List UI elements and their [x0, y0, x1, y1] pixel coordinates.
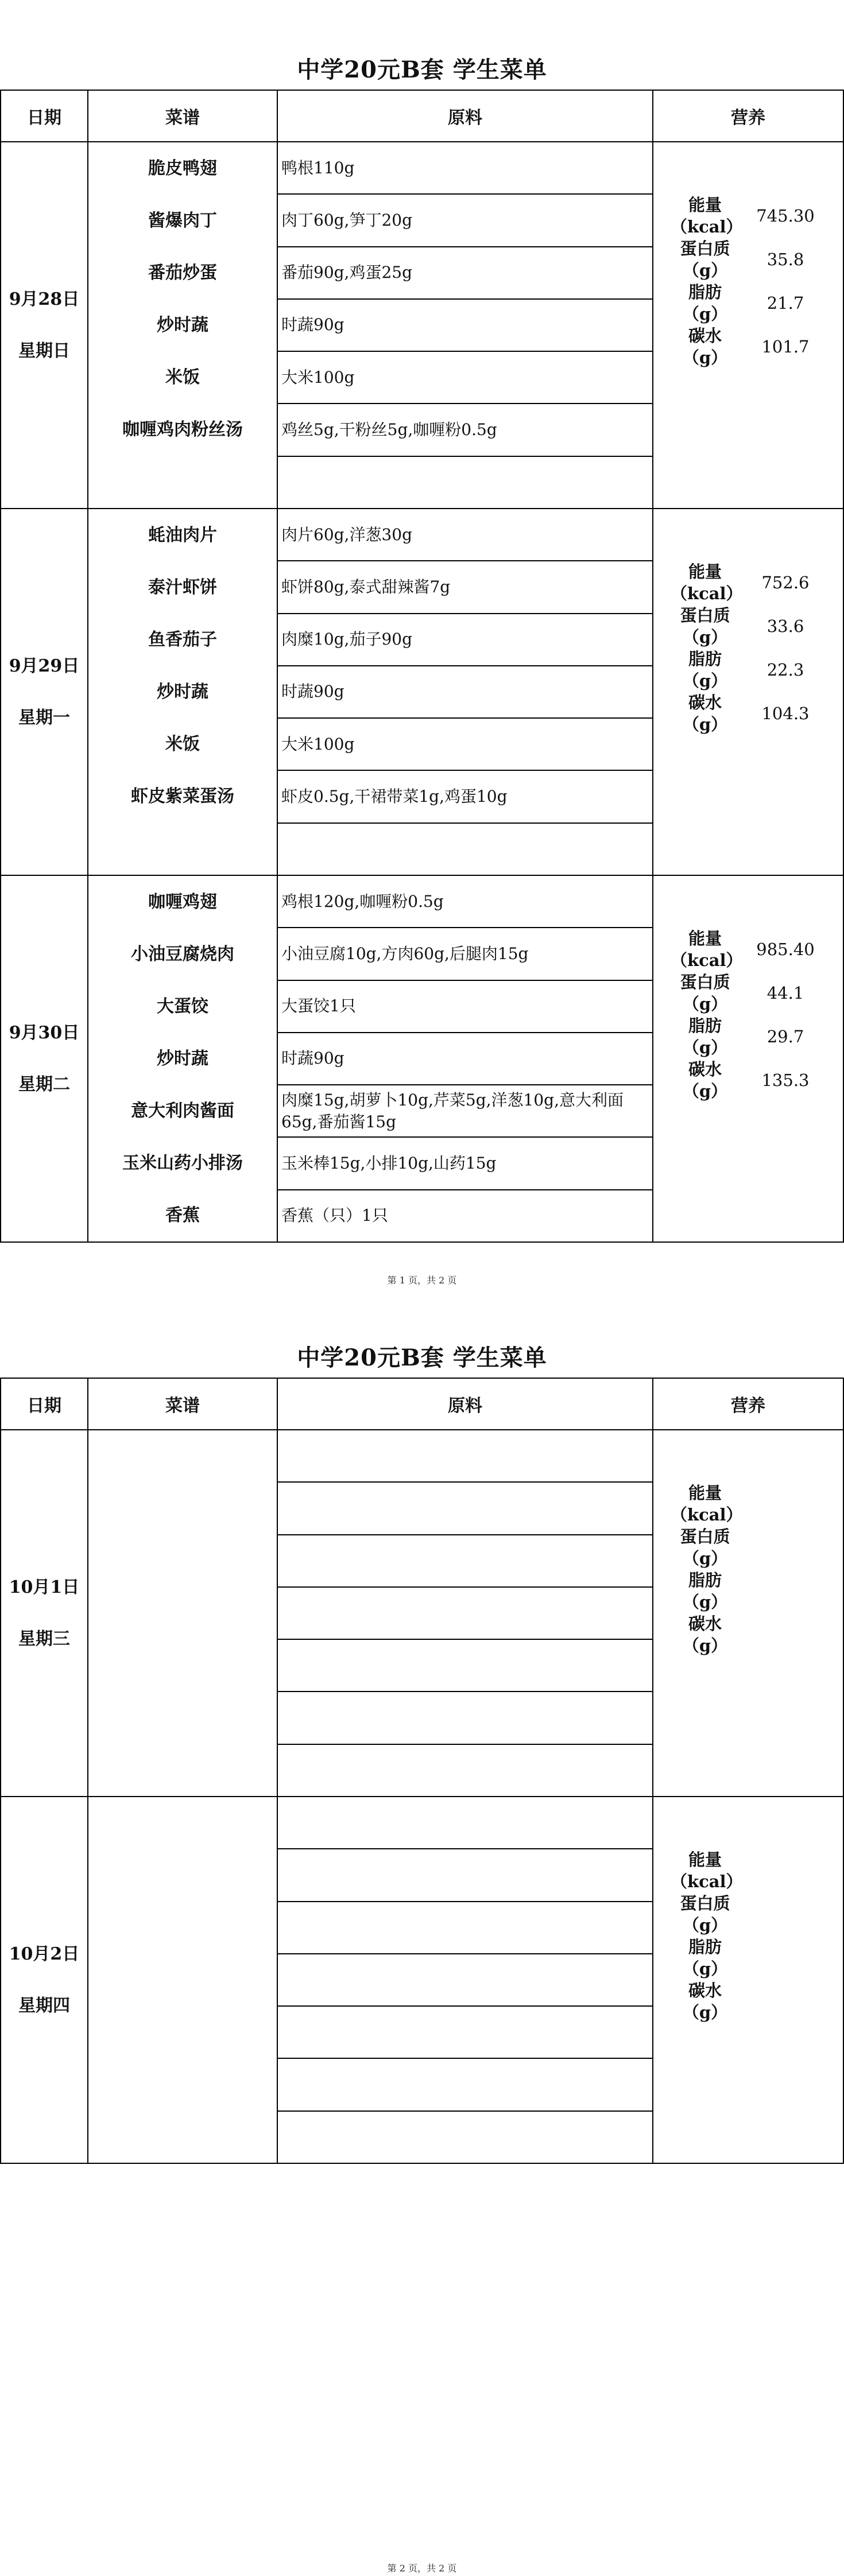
nutrition-label-name: 能量 — [688, 1483, 722, 1503]
weekday-label: 星期一 — [18, 707, 70, 728]
nutrition-value-fat — [751, 1569, 820, 1613]
ingredient-cell — [277, 823, 653, 875]
nutrition-grid — [671, 561, 843, 735]
ingredient-cell — [277, 2006, 653, 2058]
nutrition-label-unit: （g） — [682, 1081, 728, 1101]
dish-name — [88, 1535, 277, 1587]
ingredient-cell — [277, 1744, 653, 1797]
nutrition-label-unit: （g） — [682, 1592, 728, 1612]
ingredient-cell — [277, 456, 653, 509]
dish-name: 咖喱鸡肉粉丝汤 — [122, 420, 243, 440]
dish-name: 炒时蔬 — [157, 682, 208, 702]
date-label: 10月2日 — [9, 1943, 80, 1964]
ingredient-cell: 小油豆腐10g,方肉60g,后腿肉15g — [277, 928, 653, 980]
nutrition-label-energy — [671, 561, 743, 604]
nutrition-label-unit: （g） — [682, 348, 728, 367]
nutrition-label-unit: （g） — [682, 304, 728, 324]
nutrition-label-unit: （g） — [682, 715, 728, 734]
nutrition-label-energy — [671, 194, 743, 238]
dish-name — [88, 2111, 277, 2163]
nutrition-value-carbs: 101.7 — [761, 337, 810, 356]
nutrition-label-fat — [671, 1015, 740, 1058]
date-label: 10月1日 — [9, 1577, 80, 1597]
dish-cell — [88, 1797, 277, 2163]
dish-name: 炒时蔬 — [157, 1049, 208, 1069]
table-row — [1, 509, 843, 561]
dish-name: 炒时蔬 — [157, 315, 208, 335]
dish-cell — [88, 509, 277, 875]
nutrition-label-unit: （kcal） — [671, 1505, 743, 1524]
nutrition-label-name: 蛋白质 — [680, 606, 730, 625]
dish-list — [88, 1430, 277, 1796]
date-cell — [1, 1430, 88, 1797]
nutrition-value-protein — [751, 1892, 820, 1936]
nutrition-label-name: 碳水 — [688, 1981, 722, 2000]
nutrition-label-unit: （g） — [682, 1549, 728, 1568]
nutrition-value-carbs: 135.3 — [761, 1070, 810, 1090]
column-header-date: 日期 — [1, 1378, 88, 1430]
date-cell — [1, 875, 88, 1242]
nutrition-value-carbs — [751, 1980, 820, 2023]
nutrition-value-protein: 33.6 — [766, 616, 804, 636]
nutrition-label-fat — [671, 281, 740, 325]
nutrition-label-unit: （g） — [682, 1636, 728, 1655]
nutrition-value-fat — [751, 1936, 820, 1980]
nutrition-label-unit: （g） — [682, 2003, 728, 2022]
ingredient-cell — [277, 1692, 653, 1744]
ingredient-cell: 鸡丝5g,干粉丝5g,咖喱粉0.5g — [277, 404, 653, 456]
nutrition-label-unit: （g） — [682, 1915, 728, 1935]
date-label: 9月29日 — [9, 655, 80, 676]
ingredient-cell — [277, 2111, 653, 2163]
ingredient-cell: 大米100g — [277, 718, 653, 770]
nutrition-label-unit: （g） — [682, 261, 728, 280]
nutrition-label-fat — [671, 1569, 740, 1613]
nutrition-value-fat: 22.3 — [766, 660, 804, 680]
nutrition-value-fat: 21.7 — [766, 293, 804, 313]
dish-name: 蚝油肉片 — [148, 525, 217, 545]
weekday-label: 星期三 — [18, 1628, 70, 1649]
nutrition-label-name: 能量 — [688, 195, 722, 215]
nutrition-label-name: 碳水 — [688, 1060, 722, 1079]
page-footer: 第 1 页，共 2 页 — [387, 1275, 457, 1286]
nutrition-label-name: 碳水 — [688, 693, 722, 712]
nutrition-label-unit: （kcal） — [671, 1872, 743, 1891]
ingredient-cell: 番茄90g,鸡蛋25g — [277, 247, 653, 299]
ingredient-cell: 肉糜15g,胡萝卜10g,芹菜5g,洋葱10g,意大利面65g,番茄酱15g — [277, 1085, 653, 1137]
table-row — [1, 875, 843, 928]
nutrition-label-carbs — [671, 1613, 740, 1656]
nutrition-label-carbs — [671, 692, 740, 735]
dish-name: 香蕉 — [165, 1205, 200, 1225]
nutrition-label-unit: （g） — [682, 1038, 728, 1057]
nutrition-label-protein — [671, 1892, 740, 1936]
nutrition-label-name: 脂肪 — [688, 1937, 722, 1957]
dish-name — [88, 1849, 277, 1902]
dish-name: 番茄炒蛋 — [148, 263, 217, 283]
dish-name — [88, 2058, 277, 2111]
nutrition-grid — [671, 194, 843, 368]
nutrition-grid — [671, 1849, 843, 2023]
nutrition-value-energy: 745.30 — [756, 206, 815, 226]
dish-name — [88, 1692, 277, 1744]
nutrition-label-energy — [671, 1482, 743, 1526]
date-label: 9月28日 — [9, 289, 80, 309]
nutrition-value-carbs — [751, 1613, 820, 1656]
ingredient-cell: 玉米棒15g,小排10g,山药15g — [277, 1137, 653, 1189]
dish-list — [88, 1797, 277, 2163]
menu-table — [0, 90, 844, 1243]
table-row — [1, 142, 843, 194]
nutrition-label-protein — [671, 1526, 740, 1569]
menu-table — [0, 1378, 844, 2164]
nutrition-value-protein — [751, 1526, 820, 1569]
page-title: 中学20元B套 学生菜单 — [297, 56, 547, 83]
dish-name — [88, 456, 277, 508]
ingredient-cell: 肉片60g,洋葱30g — [277, 509, 653, 561]
nutrition-value-fat: 29.7 — [766, 1027, 804, 1046]
nutrition-label-fat — [671, 648, 740, 692]
page-title: 中学20元B套 学生菜单 — [297, 1344, 547, 1371]
nutrition-label-name: 蛋白质 — [680, 972, 730, 992]
date-cell — [1, 142, 88, 509]
dish-name — [88, 1954, 277, 2006]
ingredient-cell: 鸭根110g — [277, 142, 653, 194]
nutrition-value-energy: 752.6 — [761, 573, 810, 592]
dish-name — [88, 1902, 277, 1954]
nutrition-label-name: 能量 — [688, 929, 722, 948]
dish-name — [88, 1483, 277, 1535]
dish-name — [88, 1744, 277, 1796]
ingredient-cell: 大米100g — [277, 351, 653, 404]
dish-name: 酱爆肉丁 — [148, 211, 217, 231]
date-cell — [1, 509, 88, 875]
ingredient-cell — [277, 1482, 653, 1534]
ingredient-cell — [277, 1954, 653, 2006]
nutrition-cell — [653, 509, 843, 875]
ingredient-cell: 时蔬90g — [277, 666, 653, 718]
ingredient-cell — [277, 1639, 653, 1692]
ingredient-cell — [277, 2058, 653, 2111]
ingredient-cell: 时蔬90g — [277, 299, 653, 351]
ingredient-cell — [277, 1430, 653, 1482]
ingredient-cell: 虾饼80g,泰式甜辣酱7g — [277, 561, 653, 613]
nutrition-label-name: 能量 — [688, 562, 722, 581]
dish-name: 米饭 — [165, 734, 200, 754]
ingredient-cell: 肉糜10g,茄子90g — [277, 614, 653, 666]
dish-name: 米饭 — [165, 367, 200, 387]
ingredient-cell: 时蔬90g — [277, 1033, 653, 1085]
nutrition-label-unit: （g） — [682, 994, 728, 1014]
header-row — [1, 1378, 843, 1430]
nutrition-label-name: 脂肪 — [688, 1570, 722, 1590]
ingredient-cell — [277, 1849, 653, 1901]
nutrition-label-name: 蛋白质 — [680, 239, 730, 258]
ingredient-cell: 香蕉（只）1只 — [277, 1190, 653, 1242]
dish-name — [88, 1797, 277, 1849]
dish-cell — [88, 142, 277, 509]
dish-list — [88, 509, 277, 875]
dish-name — [88, 2006, 277, 2058]
nutrition-value-energy — [751, 1849, 820, 1892]
dish-name: 大蛋饺 — [157, 996, 208, 1017]
nutrition-label-unit: （g） — [682, 627, 728, 647]
ingredient-cell: 鸡根120g,咖喱粉0.5g — [277, 875, 653, 928]
dish-name: 玉米山药小排汤 — [122, 1153, 243, 1173]
dish-name: 咖喱鸡翅 — [148, 892, 217, 912]
dish-name — [88, 1430, 277, 1483]
nutrition-grid — [671, 1482, 843, 1656]
dish-name — [88, 823, 277, 875]
dish-name — [88, 1587, 277, 1639]
dish-name: 脆皮鸭翅 — [148, 158, 217, 179]
ingredient-cell: 肉丁60g,笋丁20g — [277, 194, 653, 246]
nutrition-value-protein: 44.1 — [766, 983, 804, 1003]
date-label: 9月30日 — [9, 1022, 80, 1043]
nutrition-label-name: 脂肪 — [688, 1016, 722, 1035]
nutrition-label-name: 蛋白质 — [680, 1894, 730, 1913]
column-header-dish: 菜谱 — [88, 90, 277, 142]
nutrition-value-energy — [751, 1482, 820, 1526]
nutrition-label-unit: （kcal） — [671, 217, 743, 236]
nutrition-cell — [653, 1797, 843, 2163]
weekday-label: 星期二 — [18, 1074, 70, 1095]
nutrition-label-unit: （g） — [682, 671, 728, 690]
dish-name — [88, 1639, 277, 1692]
nutrition-label-protein — [671, 238, 740, 281]
weekday-label: 星期日 — [18, 340, 70, 361]
dish-cell — [88, 875, 277, 1242]
page-footer: 第 2 页，共 2 页 — [387, 2563, 457, 2574]
nutrition-label-carbs — [671, 325, 740, 368]
nutrition-label-unit: （kcal） — [671, 951, 743, 970]
column-header-nutrition: 营养 — [653, 90, 843, 142]
nutrition-label-carbs — [671, 1058, 740, 1102]
nutrition-label-unit: （g） — [682, 1959, 728, 1978]
ingredient-cell — [277, 1797, 653, 1849]
ingredient-cell — [277, 1587, 653, 1639]
nutrition-label-energy — [671, 928, 743, 971]
nutrition-label-unit: （kcal） — [671, 584, 743, 603]
nutrition-cell — [653, 142, 843, 509]
dish-name: 鱼香茄子 — [148, 630, 217, 650]
nutrition-label-name: 碳水 — [688, 1614, 722, 1634]
nutrition-label-name: 脂肪 — [688, 282, 722, 302]
dish-name: 虾皮紫菜蛋汤 — [131, 786, 234, 806]
nutrition-cell — [653, 875, 843, 1242]
nutrition-label-carbs — [671, 1980, 740, 2023]
ingredient-cell: 大蛋饺1只 — [277, 980, 653, 1033]
ingredient-cell — [277, 1902, 653, 1954]
ingredient-cell — [277, 1535, 653, 1587]
weekday-label: 星期四 — [18, 1995, 70, 2016]
nutrition-label-protein — [671, 604, 740, 648]
nutrition-label-name: 能量 — [688, 1850, 722, 1869]
column-header-ingredients: 原料 — [277, 90, 653, 142]
column-header-ingredients: 原料 — [277, 1378, 653, 1430]
dish-name: 泰汁虾饼 — [148, 577, 217, 598]
dish-list — [88, 142, 277, 508]
nutrition-value-carbs: 104.3 — [761, 704, 810, 723]
dish-name: 意大利肉酱面 — [131, 1101, 234, 1121]
ingredient-cell: 虾皮0.5g,干裙带菜1g,鸡蛋10g — [277, 770, 653, 823]
nutrition-grid — [671, 928, 843, 1102]
nutrition-label-name: 碳水 — [688, 326, 722, 346]
nutrition-label-name: 脂肪 — [688, 649, 722, 669]
column-header-nutrition: 营养 — [653, 1378, 843, 1430]
nutrition-value-energy: 985.40 — [756, 940, 815, 959]
nutrition-label-name: 蛋白质 — [680, 1527, 730, 1546]
column-header-dish: 菜谱 — [88, 1378, 277, 1430]
dish-cell — [88, 1430, 277, 1797]
header-row — [1, 90, 843, 142]
column-header-date: 日期 — [1, 90, 88, 142]
nutrition-cell — [653, 1430, 843, 1797]
nutrition-label-protein — [671, 971, 740, 1015]
date-cell — [1, 1797, 88, 2163]
nutrition-label-energy — [671, 1849, 743, 1892]
table-row — [1, 1430, 843, 1482]
dish-list — [88, 876, 277, 1242]
nutrition-label-fat — [671, 1936, 740, 1980]
dish-name: 小油豆腐烧肉 — [131, 944, 234, 964]
nutrition-value-protein: 35.8 — [766, 250, 804, 269]
table-row — [1, 1797, 843, 1849]
